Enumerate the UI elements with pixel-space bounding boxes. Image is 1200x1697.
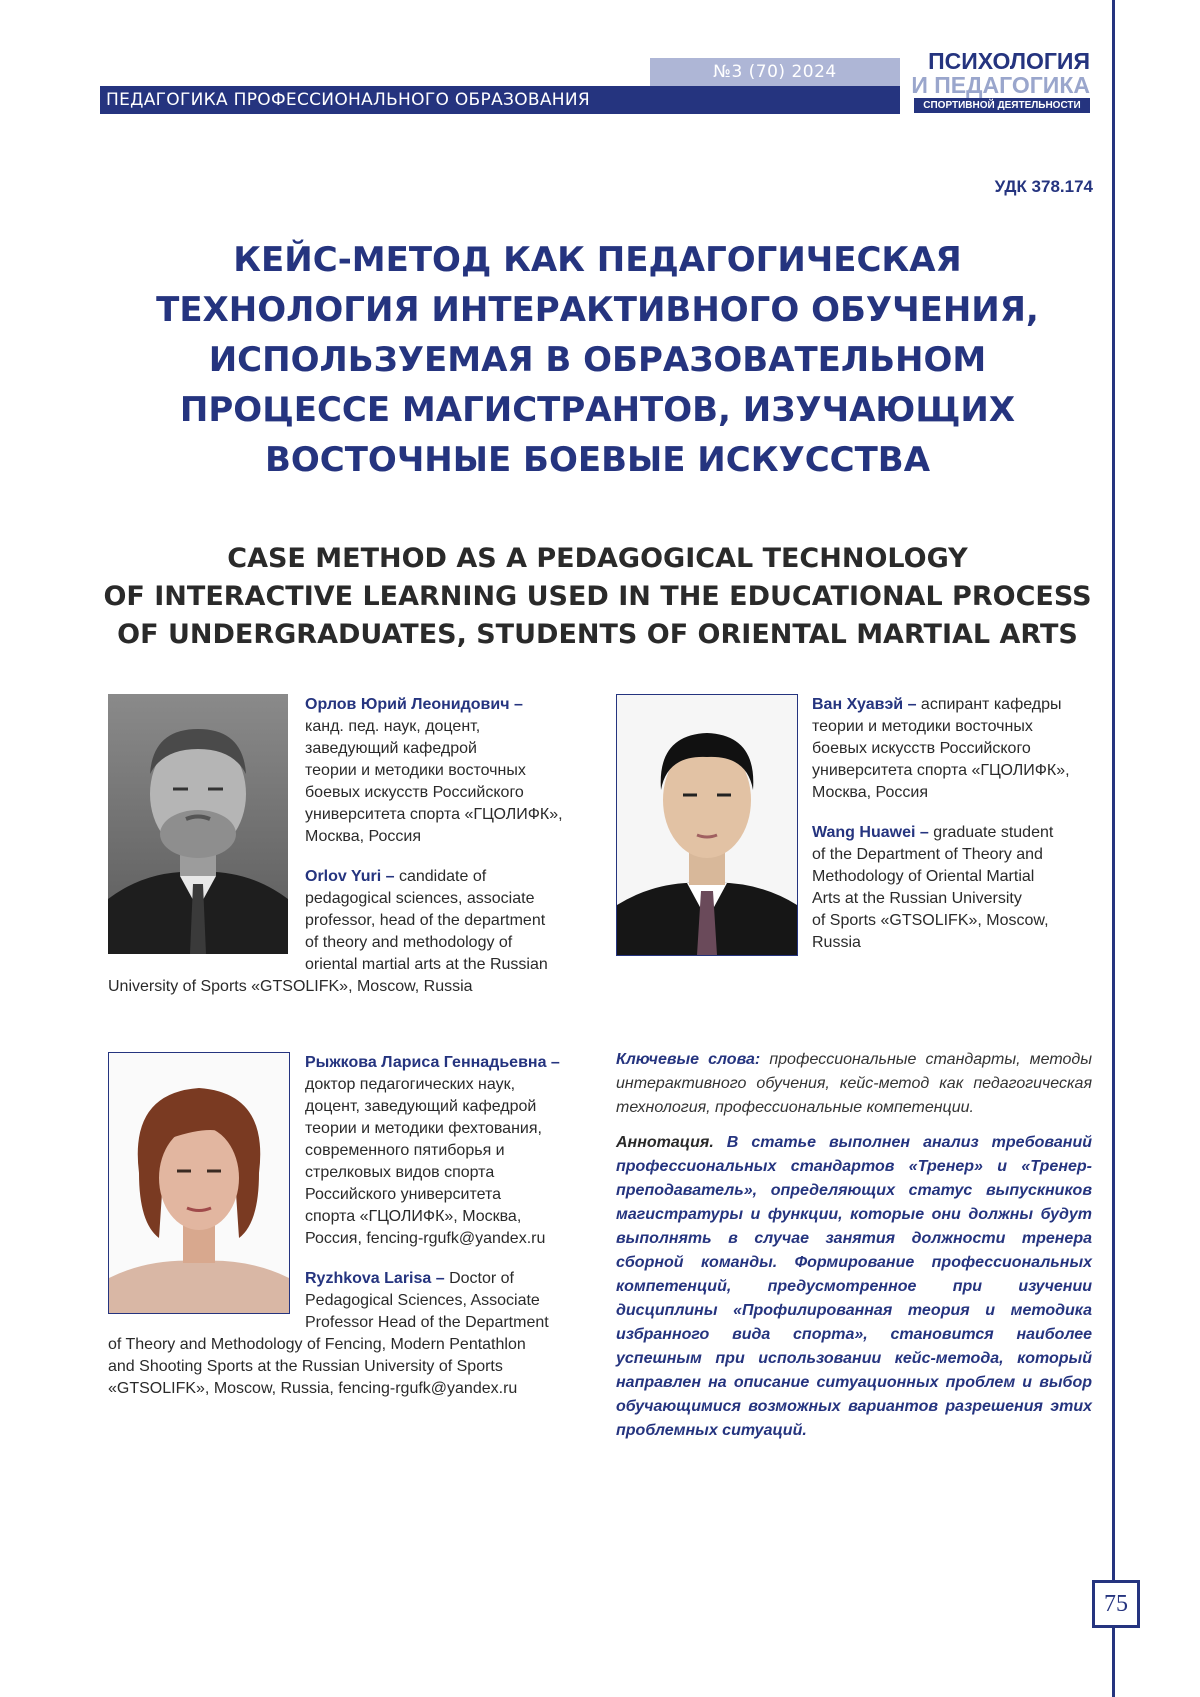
author-text: доцент, заведующий кафедрой	[305, 1098, 537, 1115]
author-text: of theory and methodology of	[305, 934, 513, 951]
author-text: современного пятиборья и	[305, 1142, 505, 1159]
author-text: Arts at the Russian University	[812, 890, 1022, 907]
author-name-ru: Ван Хуавэй –	[812, 696, 917, 713]
author-text: of Sports «GTSOLIFK», Moscow,	[812, 912, 1049, 929]
title-english	[100, 540, 1095, 654]
title-ru-line: ВОСТОЧНЫЕ БОЕВЫЕ ИСКУССТВА	[264, 440, 931, 480]
title-russian	[100, 235, 1095, 485]
keywords	[616, 1048, 1092, 1120]
author-text: and Shooting Sports at the Russian University of Sports	[108, 1358, 503, 1375]
author-text: Methodology of Oriental Martial	[812, 868, 1035, 885]
title-ru-line: КЕЙС-МЕТОД КАК ПЕДАГОГИЧЕСКАЯ	[233, 240, 962, 280]
author-text: graduate student	[933, 824, 1054, 841]
author-text: канд. пед. наук, доцент,	[305, 718, 481, 735]
author-text: Pedagogical Sciences, Associate	[305, 1292, 540, 1309]
author-text: Россия, fencing-rgufk@yandex.ru	[305, 1230, 546, 1247]
author-text: «GTSOLIFK», Moscow, Russia, fencing-rgufk@yandex.ru	[108, 1380, 518, 1397]
author-text: Russia	[812, 934, 861, 951]
author-text: Doctor of	[449, 1270, 514, 1287]
author-text: теории и методики восточных	[305, 762, 526, 779]
author-text: pedagogical sciences, associate	[305, 890, 535, 907]
author-name-ru: Рыжкова Лариса Геннадьевна –	[305, 1054, 560, 1071]
author-text: доктор педагогических наук,	[305, 1076, 516, 1093]
section-title: ПЕДАГОГИКА ПРОФЕССИОНАЛЬНОГО ОБРАЗОВАНИЯ	[100, 86, 900, 114]
logo-line-1: ПСИХОЛОГИЯ	[928, 48, 1090, 74]
annotation	[616, 1131, 1092, 1443]
author-text: стрелковых видов спорта	[305, 1164, 495, 1181]
author-text: боевых искусств Российского	[305, 784, 524, 801]
issue-number: №3 (70) 2024	[650, 58, 900, 87]
author-name-ru: Орлов Юрий Леонидович –	[305, 696, 523, 713]
author-text: Российского университета	[305, 1186, 502, 1203]
annotation-text: В статье выполнен анализ требований профессиональных стандартов «Тренер» и «Тренер-преподаватель», определяющих статус выпускников магистратуры и функции, которые они должны будут выполнять в случае занятия должности тренера сборной команды. Формирование профессиональных компетенций, предусмотренное при изучении дисциплины «Профилированная теория и методика избранного вида спорта», становится наиболее успешным при использовании кейс-метода, который направлен на описание ситуационных проблем и выбор обучающимися возможных вариантов разрешения этих проблемных ситуаций.	[616, 1134, 1092, 1439]
author-name-en: Orlov Yuri –	[305, 868, 395, 885]
logo-line-3: СПОРТИВНОЙ ДЕЯТЕЛЬНОСТИ	[914, 98, 1090, 113]
author-text: боевых искусств Российского	[812, 740, 1031, 757]
title-ru-line: ТЕХНОЛОГИЯ ИНТЕРАКТИВНОГО ОБУЧЕНИЯ,	[156, 290, 1039, 330]
author-name-en: Ryzhkova Larisa –	[305, 1270, 445, 1287]
author-text: Professor Head of the Department	[305, 1314, 549, 1331]
title-ru-line: ПРОЦЕССЕ МАГИСТРАНТОВ, ИЗУЧАЮЩИХ	[179, 390, 1016, 430]
author-text: спорта «ГЦОЛИФК», Москва,	[305, 1208, 522, 1225]
author-text: of the Department of Theory and	[812, 846, 1043, 863]
author-wang	[812, 694, 1102, 972]
journal-logo	[905, 49, 1090, 121]
udc-code: УДК 378.174	[994, 177, 1093, 196]
title-en-line: OF INTERACTIVE LEARNING USED IN THE EDUCATIONAL PROCESS	[103, 581, 1092, 612]
page-frame-line	[1112, 0, 1115, 1697]
author-text: заведующий кафедрой	[305, 740, 477, 757]
logo-line-2: И ПЕДАГОГИКА	[911, 72, 1090, 98]
author-ryzhkova	[108, 1052, 608, 1400]
author-text: oriental martial arts at the Russian	[305, 956, 548, 973]
author-orlov	[108, 694, 608, 998]
title-en-line: CASE METHOD AS A PEDAGOGICAL TECHNOLOGY	[227, 543, 968, 574]
title-en-line: OF UNDERGRADUATES, STUDENTS OF ORIENTAL MARTIAL ARTS	[117, 619, 1078, 650]
annotation-label: Аннотация.	[616, 1134, 714, 1151]
page-number: 75	[1092, 1580, 1140, 1628]
author-text: аспирант кафедры	[920, 696, 1062, 713]
author-photo-wang	[616, 694, 798, 956]
author-text: candidate of	[398, 868, 487, 885]
title-ru-line: ИСПОЛЬЗУЕМАЯ В ОБРАЗОВАТЕЛЬНОМ	[208, 340, 987, 380]
author-text: Москва, Россия	[812, 784, 928, 801]
author-text: Москва, Россия	[305, 828, 421, 845]
keywords-label: Ключевые слова:	[616, 1051, 761, 1068]
author-text: теории и методики восточных	[812, 718, 1033, 735]
author-text: университета спорта «ГЦОЛИФК»,	[305, 806, 563, 823]
author-text: professor, head of the department	[305, 912, 546, 929]
keywords-text: профессиональные стандарты, методы интерактивного обучения, кейс-метод как педагогическая технология, профессиональные компетенции.	[616, 1051, 1092, 1116]
author-text: University of Sports «GTSOLIFK», Moscow, Russia	[108, 978, 473, 995]
author-text: of Theory and Methodology of Fencing, Modern Pentathlon	[108, 1336, 526, 1353]
author-text: теории и методики фехтования,	[305, 1120, 542, 1137]
author-text: университета спорта «ГЦОЛИФК»,	[812, 762, 1070, 779]
author-name-en: Wang Huawei –	[812, 824, 929, 841]
